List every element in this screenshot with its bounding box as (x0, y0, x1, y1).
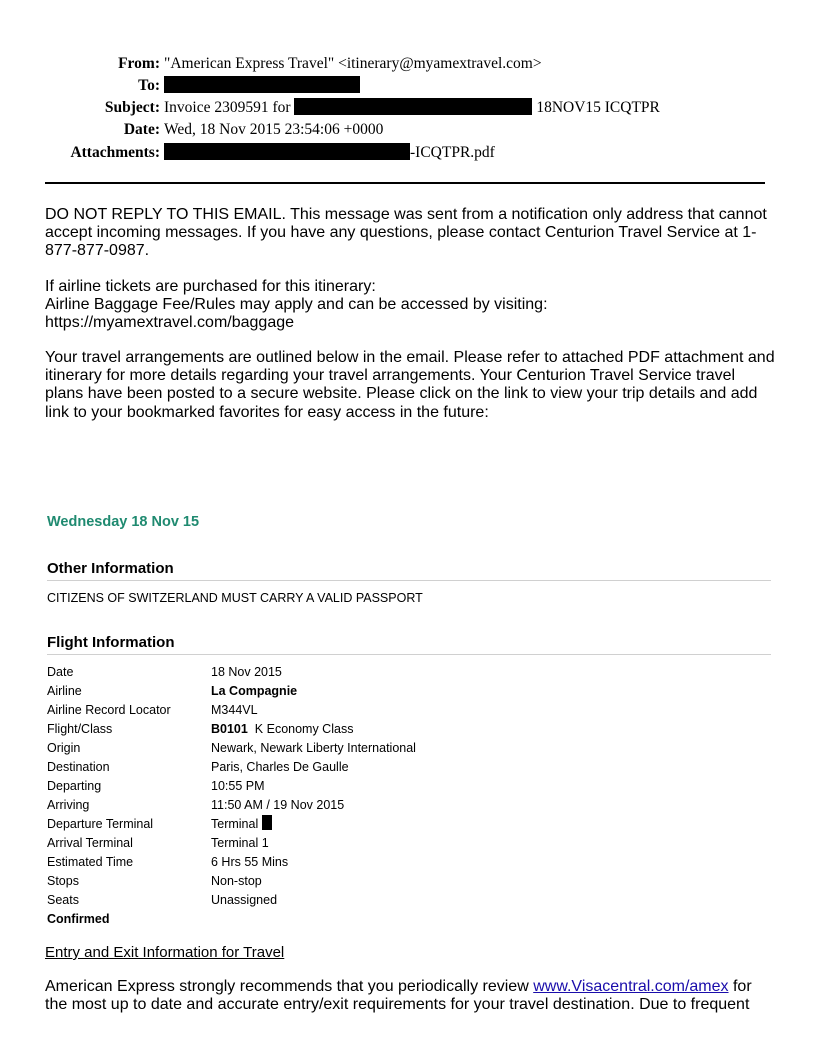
attachment-filename[interactable]: -ICQTPR.pdf (410, 144, 495, 161)
no-reply-notice: DO NOT REPLY TO THIS EMAIL. This message was sent from a notification only address that cannot accept incoming messages. If you have any questions, please contact Centurion Travel Service at 1-877-877-0987. (45, 206, 767, 260)
redaction-block (294, 98, 532, 115)
flight-row-key: Departure Terminal (47, 817, 154, 831)
subject-suffix: 18NOV15 ICQTPR (536, 99, 660, 116)
flight-number: B0101 (211, 722, 248, 736)
flight-row-value: Newark, Newark Liberty International (211, 741, 416, 755)
flight-row-value: La Compagnie (211, 684, 298, 698)
flight-row-value: Terminal 1 (211, 836, 269, 850)
flight-status-row (47, 910, 771, 929)
to-value (164, 76, 360, 96)
flight-row-key: Stops (47, 874, 79, 888)
flight-status: Confirmed (47, 912, 110, 926)
flight-row-departure-terminal (47, 815, 771, 834)
flight-row-departing (47, 777, 771, 796)
entry-exit-text-after: for (728, 978, 752, 995)
flight-row-key: Arrival Terminal (47, 836, 133, 850)
terminal-text: Terminal (211, 817, 259, 831)
subject-label: Subject: (104, 99, 160, 116)
entry-exit-line-1 (45, 978, 775, 996)
flight-row-flight-class (47, 720, 771, 739)
flight-row-key: Airline Record Locator (47, 703, 171, 717)
baggage-line-1: If airline tickets are purchased for this itinerary: (45, 278, 376, 295)
flight-row-value (211, 815, 272, 834)
flight-row-record-locator (47, 701, 771, 720)
flight-row-key: Destination (47, 760, 110, 774)
flight-row-key: Flight/Class (47, 722, 113, 736)
flight-row-key: Departing (47, 779, 102, 793)
flight-row-value: Paris, Charles De Gaulle (211, 760, 349, 774)
flight-row-value: 6 Hrs 55 Mins (211, 855, 289, 869)
flight-row-origin (47, 739, 771, 758)
flight-row-destination (47, 758, 771, 777)
flight-row-key: Estimated Time (47, 855, 134, 869)
flight-row-key: Arriving (47, 798, 90, 812)
flight-row-seats (47, 891, 771, 910)
flight-row-key: Date (47, 665, 74, 679)
redaction-block (262, 815, 272, 830)
entry-exit-text-before: American Express strongly recommends that you periodically review (45, 978, 534, 995)
from-value: "American Express Travel" <itinerary@myamextravel.com> (164, 55, 542, 72)
attachment-value[interactable] (164, 143, 495, 163)
flight-row-value: 18 Nov 2015 (211, 665, 282, 679)
flight-row-estimated-time (47, 853, 771, 872)
flight-row-arrival-terminal (47, 834, 771, 853)
body-paragraph-2 (45, 278, 775, 333)
visacentral-link[interactable]: www.Visacentral.com/amex (533, 978, 729, 995)
flight-row-value: M344VL (211, 703, 258, 717)
body-paragraph-1 (45, 206, 775, 261)
flight-row-stops (47, 872, 771, 891)
flight-row-arriving (47, 796, 771, 815)
attachments-label: Attachments: (70, 144, 160, 161)
redaction-block (164, 76, 360, 93)
subject-prefix: Invoice 2309591 for (164, 99, 291, 116)
flight-row-date (47, 663, 771, 682)
from-label: From: (118, 55, 160, 72)
entry-exit-paragraph (45, 978, 775, 1014)
to-label: To: (138, 77, 160, 94)
date-value: Wed, 18 Nov 2015 23:54:06 +0000 (164, 121, 384, 138)
flight-row-key: Seats (47, 893, 79, 907)
flight-row-value: Unassigned (211, 893, 278, 907)
baggage-line-2: Airline Baggage Fee/Rules may apply and can be accessed by visiting: (45, 296, 548, 314)
entry-exit-link[interactable]: Entry and Exit Information for Travel (45, 944, 285, 961)
body-paragraph-3 (45, 349, 775, 422)
arrangements-text: Your travel arrangements are outlined below in the email. Please refer to attached PDF attachment and itinerary for more details regarding your travel arrangements. Your Centurion Travel Service travel plans have been posted to a secure website. Please click on the link to view your trip details and add link to your bookmarked favorites for easy access in the future: (45, 349, 775, 421)
flight-row-value (211, 720, 353, 739)
date-label: Date: (123, 121, 160, 138)
redaction-block (164, 143, 410, 160)
flight-row-airline (47, 682, 771, 701)
flight-row-key: Airline (47, 684, 82, 698)
flight-row-key: Origin (47, 741, 81, 755)
flight-class: K Economy Class (254, 722, 354, 736)
other-information-title: Other Information (47, 560, 771, 581)
flight-row-value: 10:55 PM (211, 779, 265, 793)
subject-value (164, 98, 660, 118)
itinerary-date-heading: Wednesday 18 Nov 15 (47, 514, 200, 530)
entry-exit-line-2: the most up to date and accurate entry/exit requirements for your travel destination. Due to frequent (45, 996, 750, 1014)
header-divider (45, 182, 765, 184)
flight-row-value: Non-stop (211, 874, 262, 888)
flight-row-value: 11:50 AM / 19 Nov 2015 (211, 798, 345, 812)
other-information-text: CITIZENS OF SWITZERLAND MUST CARRY A VALID PASSPORT (47, 591, 423, 605)
flight-information-title: Flight Information (47, 634, 771, 655)
baggage-url[interactable]: https://myamextravel.com/baggage (45, 314, 295, 332)
